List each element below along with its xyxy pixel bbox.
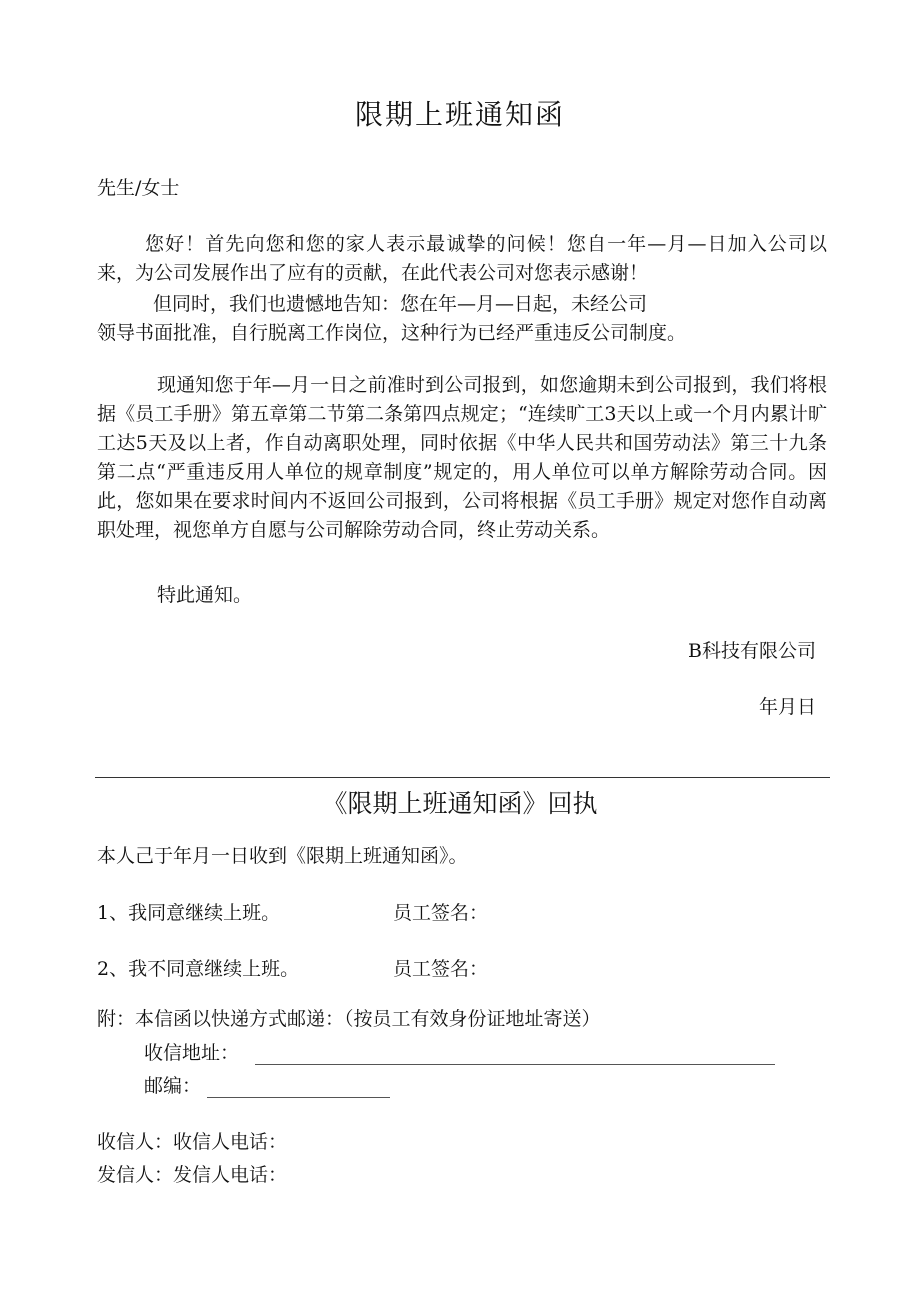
option-disagree: 2、我不同意继续上班。 <box>97 958 300 980</box>
paragraph-notice-line2: 领导书面批准，自行脱离工作岗位，这种行为已经严重违反公司制度。 <box>97 322 687 344</box>
option-agree: 1、我同意继续上班。 <box>97 902 281 924</box>
postcode-blank-line <box>207 1077 390 1098</box>
sender-line: 发信人：发信人电话： <box>97 1164 288 1186</box>
address-blank-line <box>255 1044 775 1065</box>
recipient-line: 收信人：收信人电话： <box>97 1131 288 1153</box>
section-divider <box>95 777 830 778</box>
notice-date: 年月日 <box>758 696 816 718</box>
postcode-row <box>144 1071 390 1098</box>
option-disagree-signature-label: 员工签名： <box>393 958 489 980</box>
company-name: B科技有限公司 <box>688 640 816 662</box>
address-row <box>144 1038 775 1065</box>
address-label: 收信地址： <box>144 1042 240 1064</box>
paragraph-greeting: 您好！首先向您和您的家人表示最诚挚的问候！您自一年—月—日加入公司以来，为公司发展作出了应有的贡献，在此代表公司对您表示感谢！ <box>97 233 827 284</box>
receipt-title: 《限期上班通知函》回执 <box>322 789 598 818</box>
paragraph-notice-line1: 但同时，我们也遗憾地告知：您在年—月—日起，未经公司 <box>153 293 648 315</box>
paragraph-requirement: 现通知您于年—月一日之前准时到公司报到，如您逾期未到公司报到，我们将根据《员工手册》第五章第二节第二条第四点规定；“连续旷工3天以上或一个月内累计旷工达5天及以上者，作自动离职处理，同时依据《中华人民共和国劳动法》第三十九条第二点“严重违反用人单位的规章制度”规定的，用人单位可以单方解除劳动合同。因此，您如果在要求时间内不返回公司报到，公司将根据《员工手册》规定对您作自动离职处理，视您单方自愿与公司解除劳动合同，终止劳动关系。 <box>97 374 827 541</box>
attachment-note: 附：本信函以快递方式邮递：（按员工有效身份证地址寄送） <box>97 1008 601 1030</box>
closing-text: 特此通知。 <box>157 584 253 606</box>
notice-title: 限期上班通知函 <box>354 98 565 131</box>
option-agree-signature-label: 员工签名： <box>393 902 489 924</box>
receipt-confirmation: 本人己于年月一日收到《限期上班通知函》。 <box>97 845 468 867</box>
postcode-label: 邮编： <box>144 1075 202 1097</box>
salutation: 先生/女士 <box>97 177 180 199</box>
